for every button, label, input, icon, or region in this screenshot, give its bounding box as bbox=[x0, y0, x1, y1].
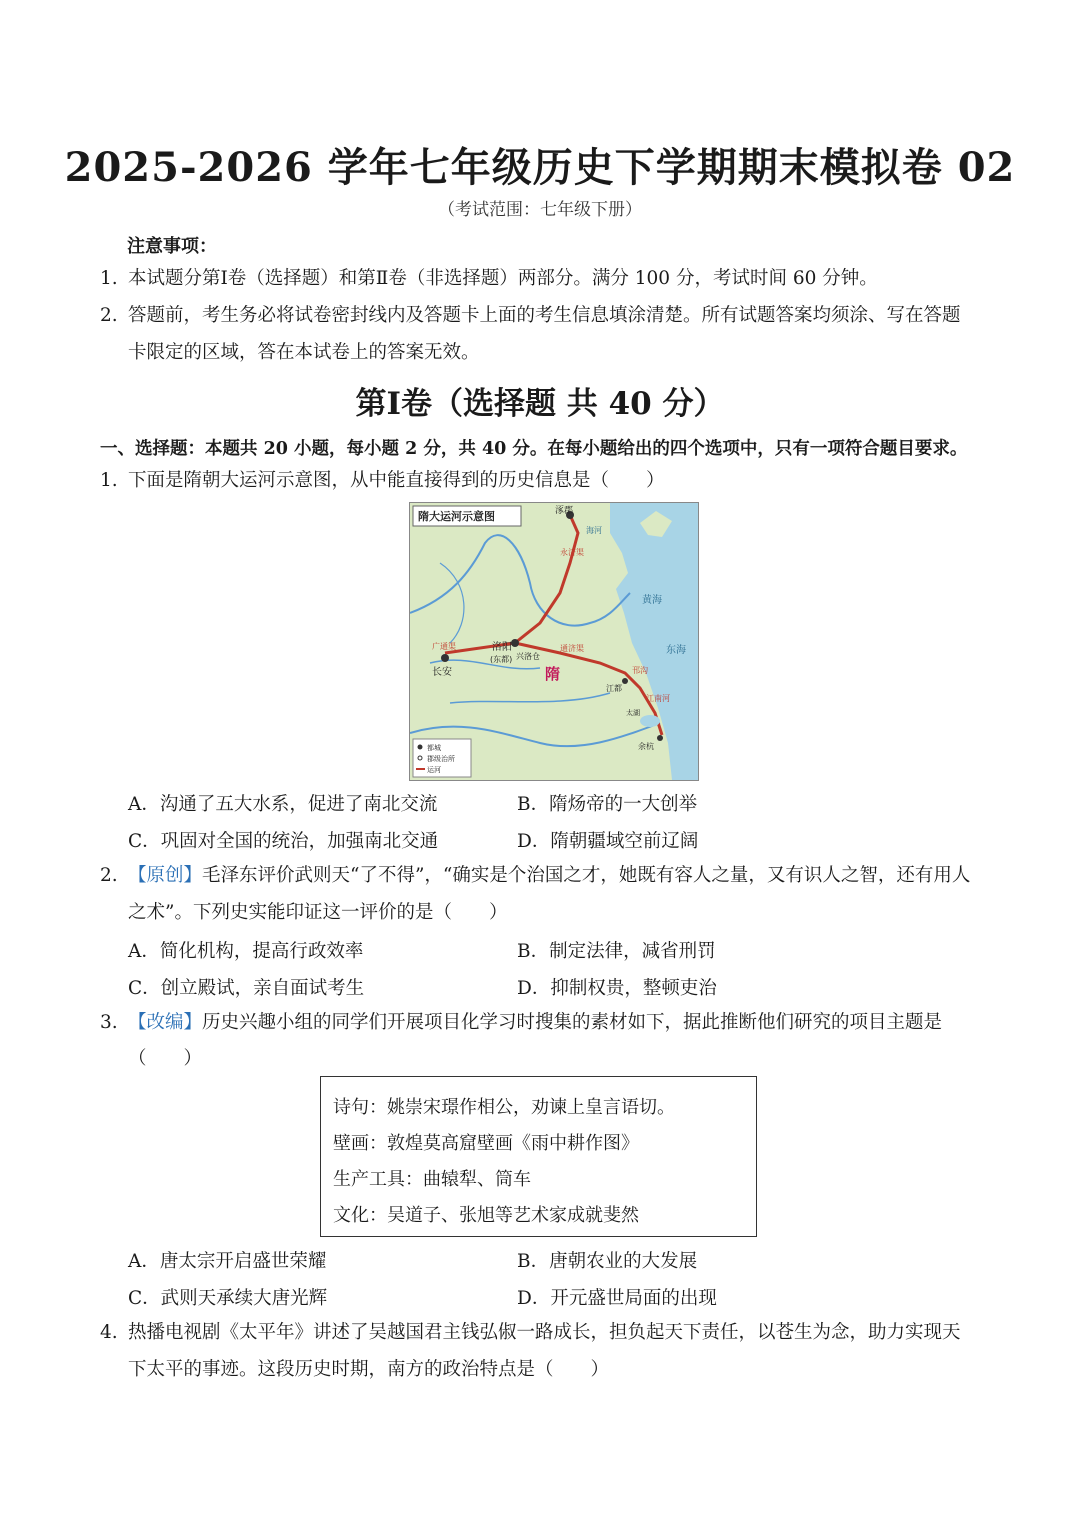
adapted-tag: 【改编】 bbox=[128, 1012, 203, 1033]
q1-option-b[interactable]: B．隋炀帝的一大创举 bbox=[517, 794, 698, 815]
notice-item-2-cont: 卡限定的区域，答在本试卷上的答案无效。 bbox=[128, 342, 480, 363]
label-yuhang: 余杭 bbox=[638, 742, 654, 751]
question-3-cont: （ ） bbox=[128, 1048, 203, 1069]
material-line-3: 生产工具：曲辕犁、筒车 bbox=[333, 1169, 531, 1190]
changan-marker bbox=[441, 654, 449, 662]
q2-option-d[interactable]: D．抑制权贵，整顿吏治 bbox=[517, 978, 717, 999]
map-title: 隋大运河示意图 bbox=[418, 510, 495, 523]
q3-option-a[interactable]: A．唐太宗开启盛世荣耀 bbox=[128, 1251, 327, 1272]
grand-canal-map bbox=[409, 502, 699, 781]
question-1: 1. 下面是隋朝大运河示意图，从中能直接得到的历史信息是（ ） bbox=[100, 470, 665, 491]
legend-prefecture: 郡级治所 bbox=[427, 755, 455, 763]
label-hanguo: 邗沟 bbox=[632, 666, 648, 675]
q3-option-d[interactable]: D．开元盛世局面的出现 bbox=[517, 1288, 717, 1309]
label-dongdu: (东都) bbox=[490, 655, 513, 664]
label-haihe: 海河 bbox=[586, 526, 602, 535]
material-line-4: 文化：吴道子、张旭等艺术家成就斐然 bbox=[333, 1205, 639, 1226]
q3-option-b[interactable]: B．唐朝农业的大发展 bbox=[517, 1251, 698, 1272]
label-luoyang: 洛阳 bbox=[492, 642, 512, 653]
river-branch bbox=[440, 563, 464, 643]
yellow-river bbox=[410, 535, 630, 625]
label-xingluocang: 兴洛仓 bbox=[516, 652, 540, 661]
legend-capital-icon bbox=[418, 745, 423, 750]
label-donghai: 东海 bbox=[666, 645, 686, 656]
map-graphic bbox=[410, 503, 698, 780]
sea-area bbox=[610, 503, 698, 780]
question-2-cont: 之术”。下列史实能印证这一评价的是（ ） bbox=[128, 902, 508, 923]
label-guangtongqu: 广通渠 bbox=[432, 642, 456, 651]
q1-option-c[interactable]: C．巩固对全国的统治，加强南北交通 bbox=[128, 831, 439, 852]
q1-option-a[interactable]: A．沟通了五大水系，促进了南北交流 bbox=[128, 794, 438, 815]
label-taihu: 太湖 bbox=[626, 709, 640, 717]
legend-canal: 运河 bbox=[427, 766, 441, 774]
page-title: 2025-2026 学年七年级历史下学期期末模拟卷 02 bbox=[64, 144, 1016, 191]
legend-capital: 都城 bbox=[427, 744, 441, 752]
question-4: 4. 热播电视剧《太平年》讲述了吴越国君主钱弘俶一路成长，担负起天下责任，以苍生为念，助力实现天 bbox=[100, 1322, 961, 1343]
material-box bbox=[320, 1076, 757, 1237]
luoyang-marker bbox=[511, 639, 519, 647]
yongji-canal bbox=[445, 515, 578, 653]
notice-item-1: 1. 本试题分第Ⅰ卷（选择题）和第Ⅱ卷（非选择题）两部分。满分 100 分，考试时间 60 分钟。 bbox=[100, 268, 878, 289]
q1-option-d[interactable]: D．隋朝疆域空前辽阔 bbox=[517, 831, 699, 852]
material-line-1: 诗句：姚崇宋璟作相公，劝谏上皇言语切。 bbox=[333, 1097, 675, 1118]
yuhang-marker bbox=[657, 735, 663, 741]
q2-option-a[interactable]: A．简化机构，提高行政效率 bbox=[128, 941, 364, 962]
notice-item-2: 2. 答题前，考生务必将试卷密封线内及答题卡上面的考生信息填涂清楚。所有试题答案均须涂、写在答题 bbox=[100, 305, 961, 326]
label-changan: 长安 bbox=[432, 667, 452, 678]
label-tongjiqu: 通济渠 bbox=[560, 644, 584, 653]
label-huanghai: 黄海 bbox=[642, 595, 662, 606]
exam-scope: （考试范围：七年级下册） bbox=[438, 200, 642, 220]
material-line-2: 壁画：敦煌莫高窟壁画《雨中耕作图》 bbox=[333, 1133, 639, 1154]
label-zhuojun: 涿郡 bbox=[555, 506, 574, 516]
taihu-lake bbox=[640, 715, 660, 727]
huai-river bbox=[450, 693, 610, 703]
q2-option-b[interactable]: B．制定法律，减省刑罚 bbox=[517, 941, 716, 962]
notice-heading: 注意事项： bbox=[127, 236, 217, 257]
label-jiangnanhe: 江南河 bbox=[646, 694, 670, 703]
original-tag: 【原创】 bbox=[128, 865, 203, 886]
label-jiangdu: 江都 bbox=[606, 684, 622, 693]
section-title: 第Ⅰ卷（选择题 共 40 分） bbox=[355, 386, 725, 422]
label-sui: 隋 bbox=[545, 665, 561, 683]
q2-option-c[interactable]: C．创立殿试，亲自面试考生 bbox=[128, 978, 365, 999]
question-2: 2. 【原创】毛泽东评价武则天“了不得”，“确实是个治国之才，她既有容人之量，又有识人之智，还有用人 bbox=[100, 865, 971, 886]
jiangdu-marker bbox=[622, 678, 628, 684]
question-3: 3. 【改编】历史兴趣小组的同学们开展项目化学习时搜集的素材如下，据此推断他们研究的项目主题是 bbox=[100, 1012, 943, 1033]
question-4-cont: 下太平的事迹。这段历史时期，南方的政治特点是（ ） bbox=[128, 1359, 610, 1380]
label-yongjiqu: 永济渠 bbox=[560, 548, 584, 557]
section-instruction: 一、选择题：本题共 20 小题，每小题 2 分，共 40 分。在每小题给出的四个选项中，只有一项符合题目要求。 bbox=[100, 439, 968, 459]
q3-option-c[interactable]: C．武则天承续大唐光辉 bbox=[128, 1288, 328, 1309]
